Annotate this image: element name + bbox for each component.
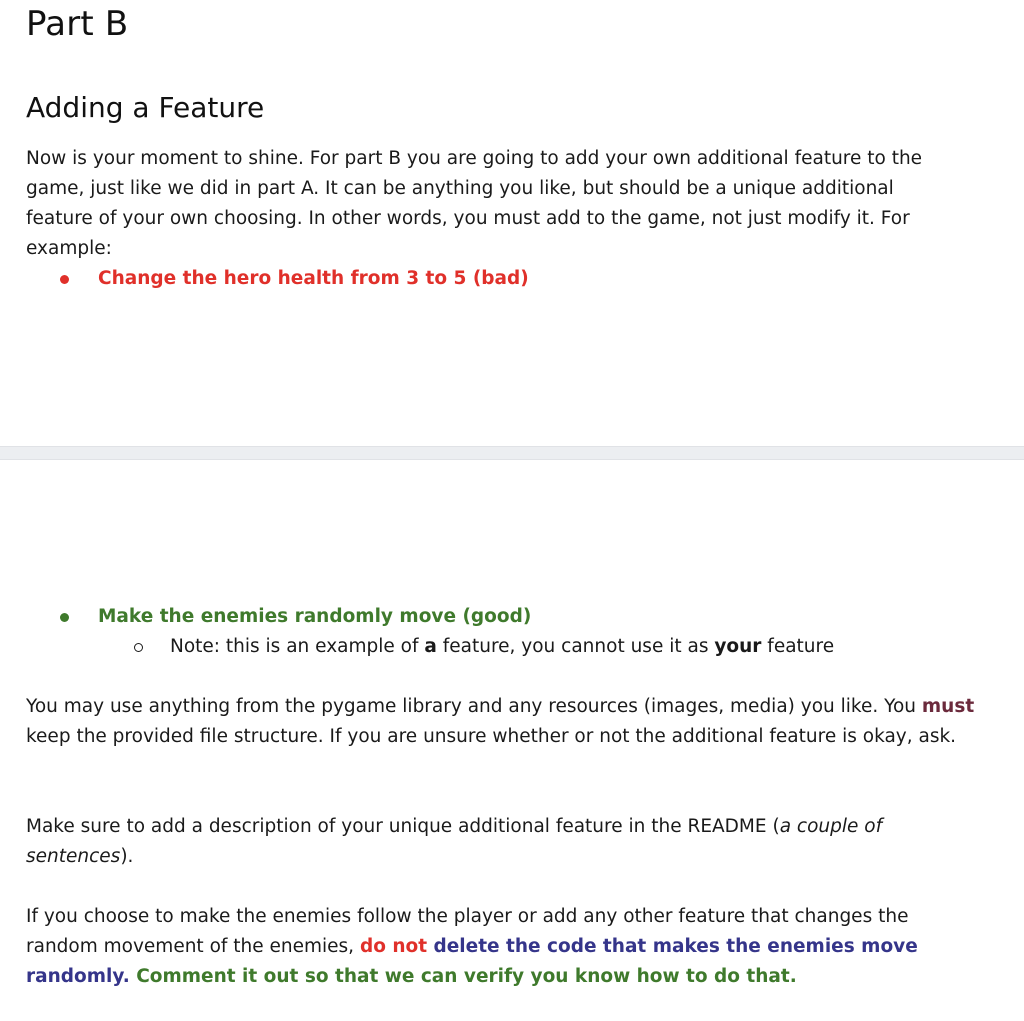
follow-paragraph bbox=[26, 902, 986, 992]
readme-text-2: ). bbox=[120, 846, 134, 867]
follow-text-1: If you choose to make the enemies follow the player or add any other feature that changes the random movement of the enemies, bbox=[26, 906, 909, 957]
intro-paragraph: Now is your moment to shine. For part B you are going to add your own additional feature to the game, just like we did in part A. It can be anything you like, but should be a unique additional feature of your own choosing. In other words, you must add to the game, not just modify it. For example: bbox=[26, 148, 923, 259]
bullet-dot-icon bbox=[60, 275, 69, 284]
note-text-mid: feature, you cannot use it as bbox=[436, 636, 715, 657]
pygame-paragraph bbox=[26, 692, 986, 752]
readme-paragraph bbox=[26, 812, 986, 872]
page-title: Part B bbox=[26, 4, 129, 44]
bullet-good-text: Make the enemies randomly move (good) bbox=[98, 606, 532, 627]
readme-italic: a couple of sentences bbox=[26, 816, 883, 867]
note-text-a: a bbox=[424, 636, 437, 657]
do-not-emphasis: do not bbox=[359, 936, 428, 957]
document-page-1 bbox=[0, 0, 1024, 446]
bullet-bad-text: Change the hero health from 3 to 5 (bad) bbox=[98, 268, 529, 289]
note-text-your: your bbox=[714, 636, 762, 657]
comment-out-emphasis: Comment it out so that we can verify you know how to do that. bbox=[129, 966, 797, 987]
readme-text-1: Make sure to add a description of your unique additional feature in the README ( bbox=[26, 816, 780, 837]
hollow-circle-bullet-icon bbox=[134, 643, 143, 652]
note-text-pre: Note: this is an example of bbox=[170, 636, 425, 657]
note-text-post: feature bbox=[761, 636, 835, 657]
must-emphasis: must bbox=[921, 696, 975, 717]
section-heading: Adding a Feature bbox=[26, 91, 265, 124]
page-break bbox=[0, 446, 1024, 460]
delete-code-emphasis: delete the code that makes the enemies move randomly. bbox=[26, 936, 918, 987]
note-text bbox=[170, 632, 834, 662]
bullet-dot-icon bbox=[60, 613, 69, 622]
pygame-text-2: keep the provided file structure. If you are unsure whether or not the additional feature is okay, ask. bbox=[26, 726, 957, 747]
pygame-text-1: You may use anything from the pygame library and any resources (images, media) you like. You bbox=[26, 696, 922, 717]
